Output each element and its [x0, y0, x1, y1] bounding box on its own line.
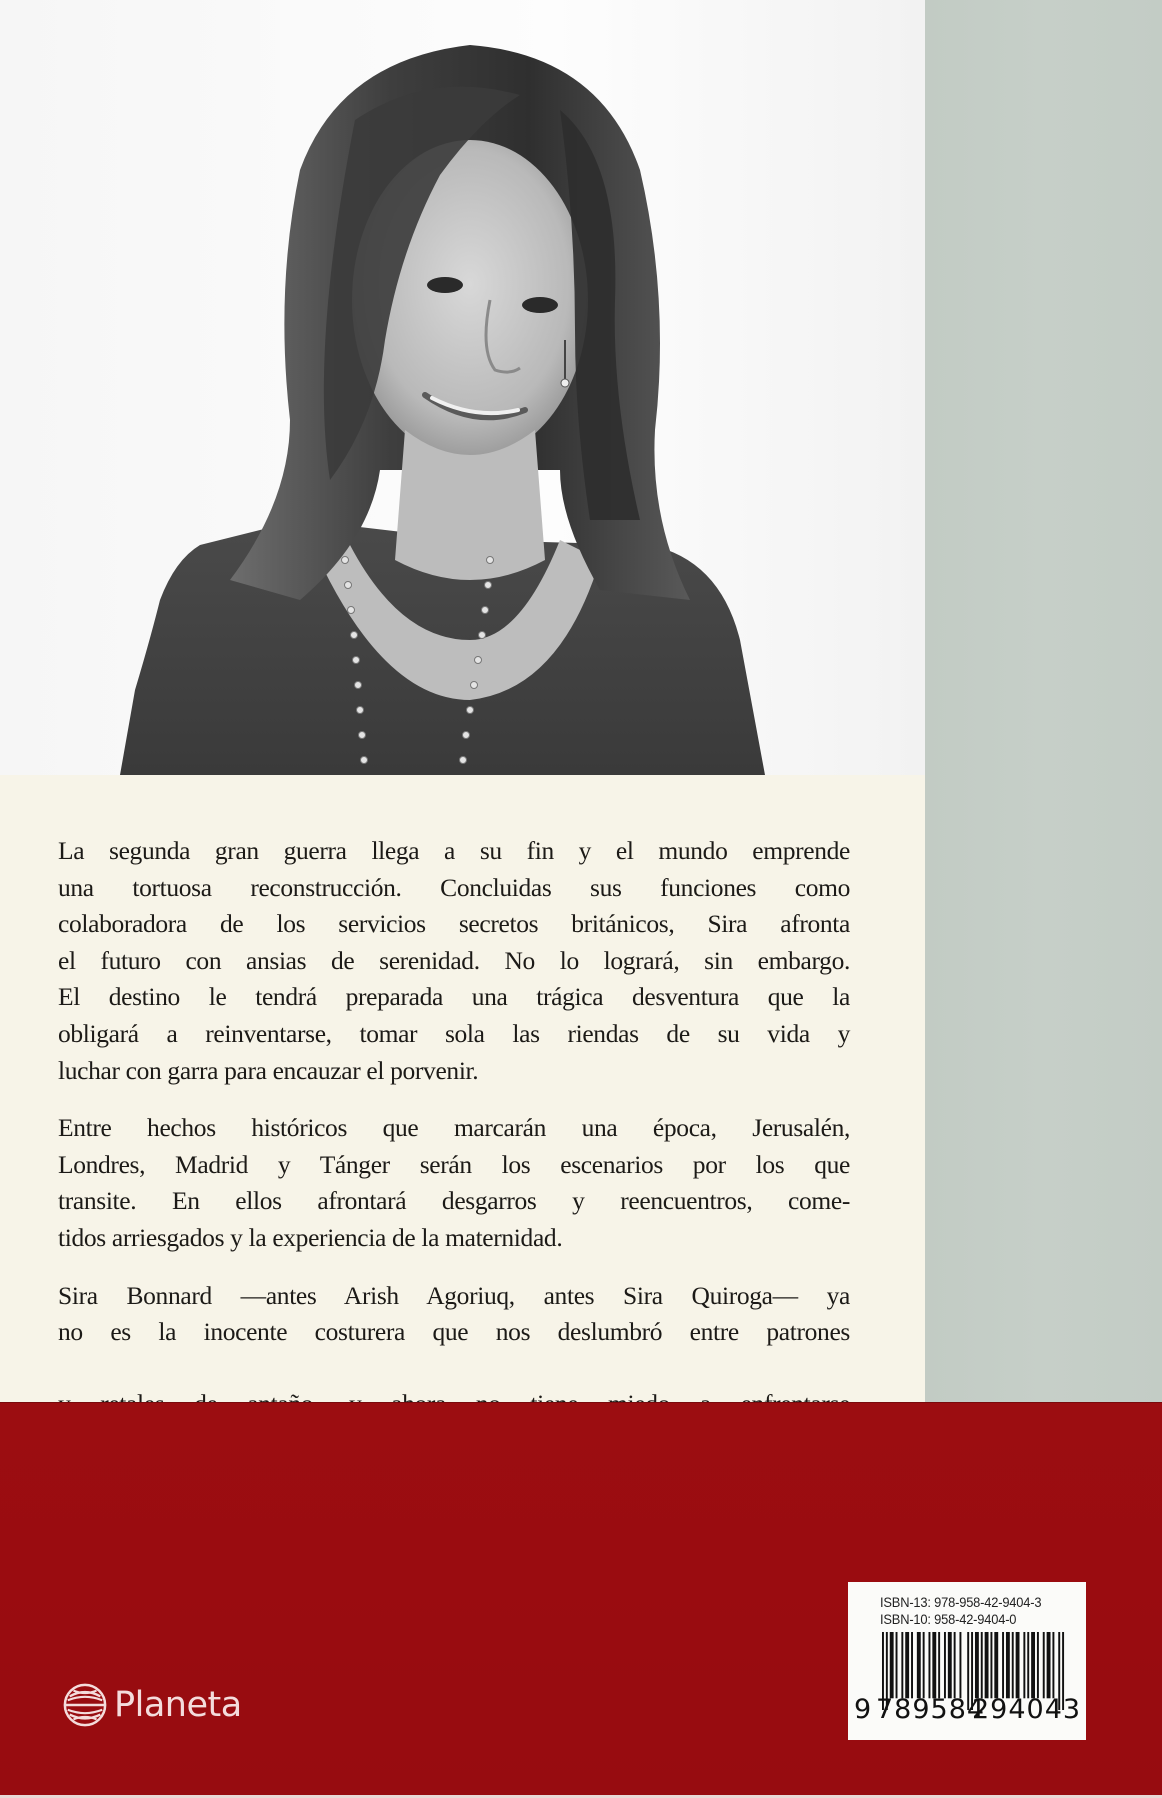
- side-panel: [925, 0, 1162, 1403]
- publisher-logo: [62, 1682, 242, 1728]
- synopsis-text: [58, 833, 850, 1372]
- text-line: Sira Bonnard —antes Arish Agoriuq, antes Sira Quiroga— ya: [58, 1280, 850, 1310]
- clipped-text-line: [58, 1386, 850, 1403]
- text-line: no es la inocente costurera que nos deslumbró entre patrones: [58, 1317, 850, 1347]
- author-photo: [0, 0, 925, 775]
- text-line: una tortuosa reconstrucción. Concluidas sus funciones como: [58, 872, 850, 902]
- text-line: La segunda gran guerra llega a su fin y el mundo emprende: [58, 836, 850, 865]
- isbn-13: ISBN-13: 978-958-42-9404-3: [880, 1594, 1042, 1610]
- text-line: Londres, Madrid y Tánger serán los escenarios por los que: [58, 1149, 850, 1179]
- text-line: luchar con garra para encauzar el porvenir.: [58, 1055, 479, 1085]
- synopsis-paragraph-1: [58, 833, 850, 1089]
- text-line: tidos arriesgados y la experiencia de la maternidad.: [58, 1222, 563, 1252]
- synopsis-paragraph-2: [58, 1110, 850, 1256]
- globe-icon: [62, 1682, 108, 1728]
- synopsis-paragraph-3: [58, 1278, 850, 1351]
- text-line: el futuro con ansias de serenidad. No lo logrará, sin embargo.: [58, 945, 850, 975]
- text-line: colaboradora de los servicios secretos británicos, Sira afronta: [58, 909, 850, 939]
- isbn-barcode-label: ISBN-13: 978-958-42-9404-3 ISBN-10: 958-42-9404-0 9 789584 294043: [848, 1582, 1086, 1740]
- isbn-10: ISBN-10: 958-42-9404-0: [880, 1611, 1017, 1627]
- text-line: El destino le tendrá preparada una trágica desventura que la: [58, 982, 850, 1012]
- portrait-illustration: [0, 0, 925, 775]
- publisher-name: Planeta: [114, 1684, 242, 1725]
- text-line: Entre hechos históricos que marcarán una época, Jerusalén,: [58, 1113, 850, 1143]
- text-line: transite. En ellos afrontará desgarros y reencuentros, come-: [58, 1186, 850, 1216]
- text-line: obligará a reinventarse, tomar sola las riendas de su vida y: [58, 1018, 850, 1048]
